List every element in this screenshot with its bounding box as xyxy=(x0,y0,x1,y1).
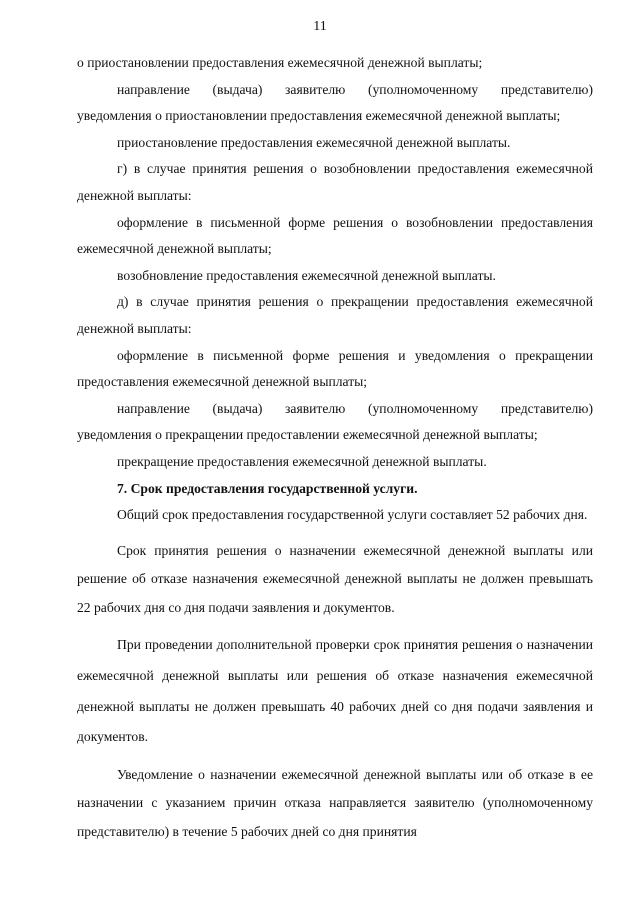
paragraph-decision-term: Срок принятия решения о назначении ежемесячной денежной выплаты или решение об отказе назначения ежемесячной денежной выплаты не должен превышать 22 рабочих дня со дня подачи заявления и документов. xyxy=(77,542,593,615)
paragraph-resumption-decision: оформление в письменной форме решения о возобновлении предоставления ежемесячной денежной выплаты; xyxy=(77,214,593,257)
paragraph-termination-decision: оформление в письменной форме решения и уведомления о прекращении предоставления ежемесячной денежной выплаты; xyxy=(77,347,593,390)
paragraph-suspension: приостановление предоставления ежемесячной денежной выплаты. xyxy=(117,134,511,150)
paragraph-suspension-notice: направление (выдача) заявителю (уполномоченному представителю) уведомления о приостановлении предоставления ежемесячной денежной выплаты; xyxy=(77,81,593,124)
paragraph-total-term: Общий срок предоставления государственной услуги составляет 52 рабочих дня. xyxy=(117,507,588,523)
paragraph-suspension-decision: о приостановлении предоставления ежемесячной денежной выплаты; xyxy=(77,55,483,70)
paragraph-additional-check: При проведении дополнительной проверки срок принятия решения о назначении ежемесячной денежной выплаты или решения об отказе назначения ежемесячной денежной выплаты не должен превышать 40 рабочих дней со дня подачи заявления и документов. xyxy=(77,637,593,745)
paragraph-item-g: г) в случае принятия решения о возобновлении предоставления ежемесячной денежной выплаты: xyxy=(77,161,593,203)
paragraph-termination-notice: направление (выдача) заявителю (уполномоченному представителю) уведомления о прекращении предоставлении ежемесячной денежной выплаты; xyxy=(77,400,593,443)
section-heading: 7. Срок предоставления государственной услуги. xyxy=(117,480,418,496)
paragraph-resumption: возобновление предоставления ежемесячной денежной выплаты. xyxy=(117,267,496,283)
paragraph-notification: Уведомление о назначении ежемесячной денежной выплаты или об отказе в ее назначении с указанием причин отказа направляется заявителю (уполномоченному представителю) в течение 5 рабочих дней со дня принятия xyxy=(77,766,593,840)
paragraph-item-d: д) в случае принятия решения о прекращении предоставления ежемесячной денежной выплаты: xyxy=(77,294,593,336)
document-body xyxy=(77,50,593,847)
paragraph-termination: прекращение предоставления ежемесячной денежной выплаты. xyxy=(117,453,487,469)
page-number: 11 xyxy=(313,19,327,34)
